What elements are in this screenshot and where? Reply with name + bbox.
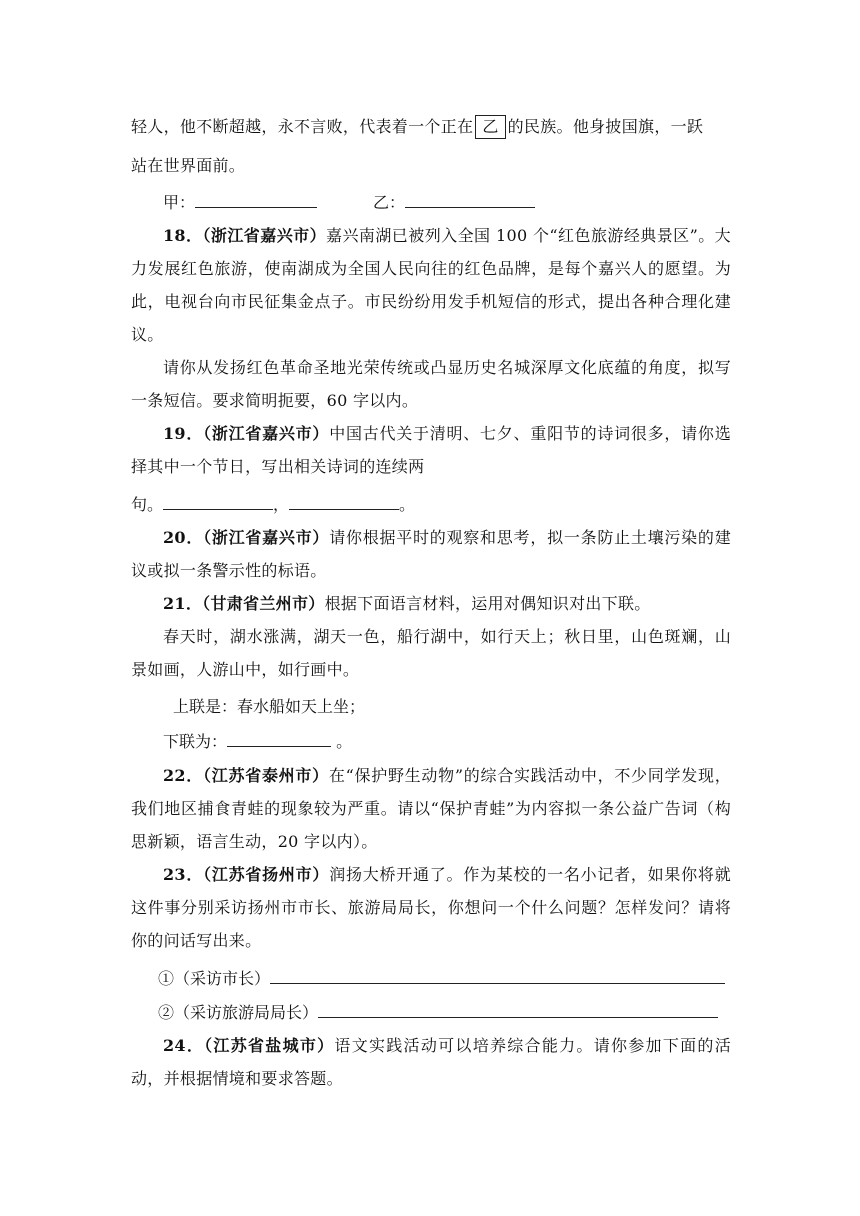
question-source: （浙江省嘉兴市） bbox=[203, 424, 330, 443]
blank-label-yi: 乙： bbox=[373, 193, 406, 212]
lower-couplet-label: 下联为： bbox=[163, 732, 228, 751]
question-18-requirement: 请你从发扬红色革命圣地光荣传统或凸显历史名城深厚文化底蕴的角度，拟写一条短信。要求简明扼要，60 字以内。 bbox=[131, 358, 731, 410]
interview-mayor-row bbox=[158, 962, 725, 995]
question-number: 21． bbox=[163, 594, 203, 613]
answer-blank-poem-1[interactable] bbox=[163, 491, 273, 510]
answer-blank-jia[interactable] bbox=[195, 189, 317, 208]
lower-couplet-row bbox=[163, 725, 352, 758]
question-text: 嘉兴南湖已被列入全国 100 个“红色旅游经典景区”。大力发展红色旅游，使南湖成为全国人民向往的红色品牌，是每个嘉兴人的愿望。为此，电视台向市民征集金点子。市民纷纷用发手机短信的形式，提出各种合理化建议。 bbox=[131, 226, 731, 344]
question-23 bbox=[131, 858, 731, 957]
answer-line-mayor[interactable] bbox=[270, 965, 725, 984]
question-source: （浙江省嘉兴市） bbox=[203, 528, 330, 547]
question-22 bbox=[131, 759, 731, 858]
continuation-text-before: 轻人，他不断超越，永不言败，代表着一个正在 bbox=[131, 117, 474, 136]
question-text: 语文实践活动可以培养综合能力。请你参加下面的活动，并根据情境和要求答题。 bbox=[131, 1036, 731, 1088]
question-number: 22． bbox=[163, 766, 204, 785]
question-19-line-start: 句。 bbox=[131, 495, 164, 514]
question-19 bbox=[131, 417, 731, 483]
question-source: （江苏省盐城市） bbox=[204, 1036, 335, 1055]
question-source: （甘肃省兰州市） bbox=[202, 594, 325, 613]
question-number: 20． bbox=[163, 528, 204, 547]
question-source: （江苏省扬州市） bbox=[203, 865, 330, 884]
question-number: 24． bbox=[163, 1036, 205, 1055]
period-text: 。 bbox=[331, 732, 353, 751]
interview-mayor-label: ①（采访市长） bbox=[158, 969, 271, 988]
blank-row-jia-yi bbox=[163, 186, 535, 219]
question-number: 19． bbox=[163, 424, 204, 443]
question-number: 23． bbox=[163, 865, 204, 884]
answer-box-yi: 乙 bbox=[475, 115, 505, 139]
question-source: （浙江省嘉兴市） bbox=[202, 226, 327, 245]
continuation-line2: 站在世界面前。 bbox=[131, 156, 246, 175]
upper-couplet: 上联是：春水船如天上坐； bbox=[173, 697, 366, 716]
question-text: 请你根据平时的观察和思考，拟一条防止土壤污染的建议或拟一条警示性的标语。 bbox=[131, 528, 731, 580]
question-21-material: 春天时，湖水涨满，湖天一色，船行湖中，如行天上；秋日里，山色斑斓，山景如画，人游山中，如行画中。 bbox=[131, 627, 731, 679]
question-24 bbox=[131, 1029, 731, 1095]
question-20 bbox=[131, 521, 731, 587]
question-text: 中国古代关于清明、七夕、重阳节的诗词很多，请你选择其中一个节日，写出相关诗词的连续两 bbox=[131, 424, 731, 476]
question-number: 18． bbox=[163, 226, 203, 245]
answer-blank-yi[interactable] bbox=[405, 189, 535, 208]
question-19-answer-line bbox=[131, 488, 415, 521]
question-text: 根据下面语言材料，运用对偶知识对出下联。 bbox=[324, 594, 651, 613]
interview-tourism-label: ②（采访旅游局局长） bbox=[158, 1003, 319, 1022]
continuation-paragraph bbox=[131, 110, 731, 143]
answer-line-tourism[interactable] bbox=[318, 999, 718, 1018]
question-text: 在“保护野生动物”的综合实践活动中，不少同学发现，我们地区捕食青蛙的现象较为严重。请以“保护青蛙”为内容拟一条公益广告词（构思新颖，语言生动，20 字以内）。 bbox=[131, 766, 731, 851]
question-21 bbox=[131, 587, 731, 620]
continuation-text-after: 的民族。他身披国旗，一跃 bbox=[507, 117, 704, 136]
question-text: 润扬大桥开通了。作为某校的一名小记者，如果你将就这件事分别采访扬州市市长、旅游局局长，你想问一个什么问题？怎样发问？请将你的问话写出来。 bbox=[131, 865, 731, 950]
answer-blank-poem-2[interactable] bbox=[289, 491, 399, 510]
question-source: （江苏省泰州市） bbox=[203, 766, 329, 785]
question-18 bbox=[131, 219, 731, 351]
answer-blank-lower-couplet[interactable] bbox=[227, 728, 331, 747]
period-text: 。 bbox=[399, 495, 416, 514]
comma-text: ， bbox=[273, 495, 290, 514]
interview-tourism-row bbox=[158, 996, 718, 1029]
blank-label-jia: 甲： bbox=[163, 193, 196, 212]
